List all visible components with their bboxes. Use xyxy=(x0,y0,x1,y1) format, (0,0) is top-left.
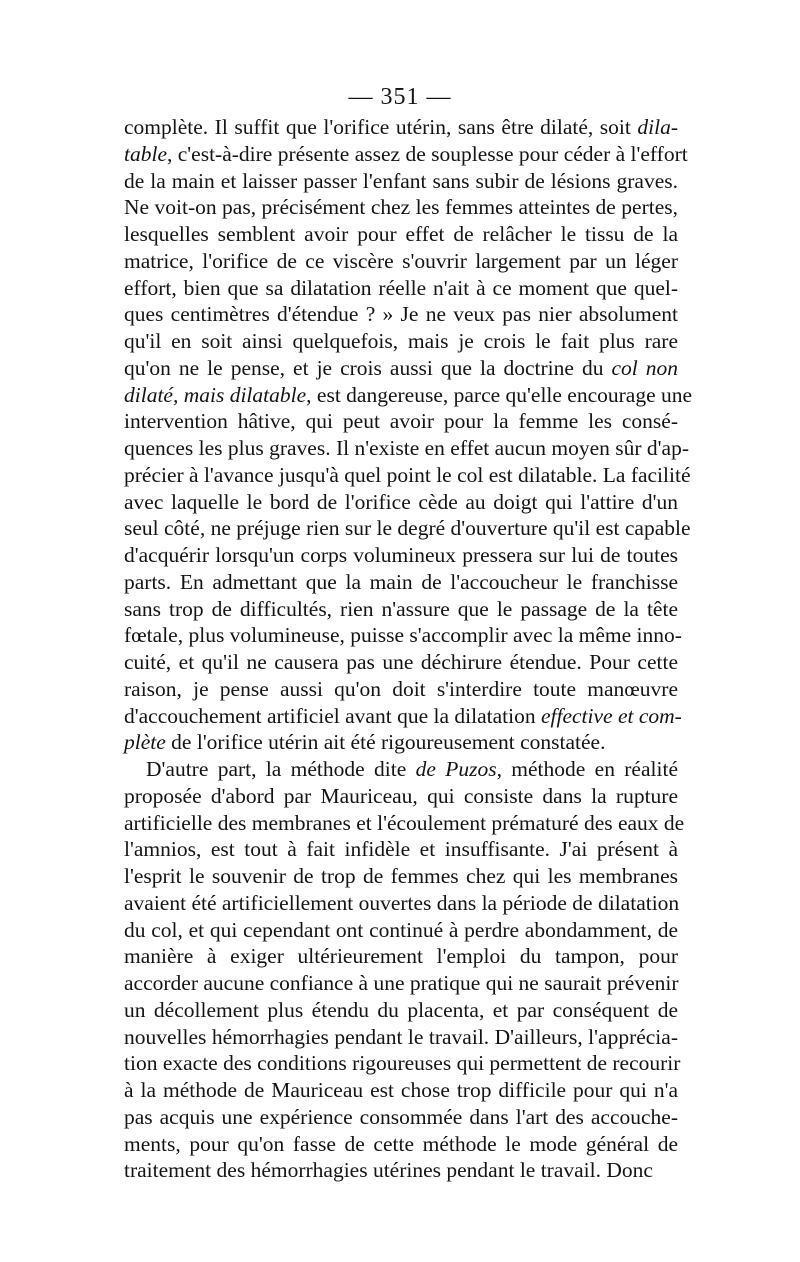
text-line xyxy=(124,301,678,328)
text-run: du col, et qui cependant ont continué à perdre abondamment, de xyxy=(124,917,678,942)
text-run: qu'on ne le pense, et je crois aussi que la doctrine du xyxy=(124,355,612,380)
paragraph-2 xyxy=(124,756,685,1184)
text-line xyxy=(124,569,678,596)
text-line xyxy=(124,756,678,783)
text-run: intervention hâtive, qui peut avoir pour la femme les consé- xyxy=(124,409,678,434)
text-run: cuité, et qu'il ne causera pas une déchirure étendue. Pour cette xyxy=(124,650,678,674)
text-line xyxy=(124,194,678,221)
text-run: qu'il en soit ainsi quelquefois, mais je crois le fait plus rare xyxy=(124,329,678,353)
text-line xyxy=(124,462,691,489)
text-line xyxy=(124,917,678,944)
text-run: nouvelles hémorrhagies pendant le travail. D'ailleurs, l'apprécia- xyxy=(124,1024,678,1049)
text-line xyxy=(124,1077,678,1104)
text-run: un décollement plus étendu du placenta, et par conséquent de xyxy=(124,997,678,1022)
text-run: manière à exiger ultérieurement l'emploi du tampon, pour xyxy=(124,944,678,969)
text-run: ments, pour qu'on fasse de cette méthode le mode général de xyxy=(124,1131,678,1156)
text-line xyxy=(124,943,678,970)
text-run: à la méthode de Mauriceau est chose trop difficile pour qui n'a xyxy=(124,1078,678,1102)
text-line xyxy=(124,997,678,1024)
text-run: avaient été artificiellement ouvertes dans la période de dilatation xyxy=(124,890,680,915)
text-run: raison, je pense aussi qu'on doit s'interdire toute manœuvre xyxy=(124,676,678,701)
text-run: seul côté, ne préjuge rien sur le degré d'ouverture qu'il est capable xyxy=(124,516,691,541)
italic-run: effective et com- xyxy=(540,703,682,728)
text-line xyxy=(124,1024,678,1051)
text-line xyxy=(124,114,678,141)
text-line xyxy=(124,221,678,248)
text-run: quences les plus graves. Il n'existe en effet aucun moyen sûr d'ap- xyxy=(124,436,689,460)
text-line xyxy=(124,676,678,703)
text-run: sans trop de difficultés, rien n'assure que le passage de la tête xyxy=(124,596,678,621)
text-run: lesquelles semblent avoir pour effet de relâcher le tissu de la xyxy=(124,222,678,246)
text-run: précier à l'avance jusqu'à quel point le col est dilatable. La facilité xyxy=(124,462,691,487)
text-run: matrice, l'orifice de ce viscère s'ouvrir largement par un léger xyxy=(124,248,678,273)
text-line xyxy=(124,168,678,195)
italic-run: dilaté, mais dilatable xyxy=(124,382,307,407)
text-line xyxy=(124,542,678,569)
text-run: avec laquelle le bord de l'orifice cède au doigt qui l'attire d'un xyxy=(124,489,678,514)
text-run: de la main et laisser passer l'enfant sans subir de lésions graves. xyxy=(124,168,678,193)
text-run: proposée d'abord par Mauriceau, qui consiste dans la rupture xyxy=(124,783,678,808)
text-run: l'esprit le souvenir de trop de femmes chez qui les membranes xyxy=(124,864,678,888)
text-run: , est dangereuse, parce qu'elle encourage une xyxy=(306,382,693,407)
text-line xyxy=(124,649,678,676)
text-run: effort, bien que sa dilatation réelle n'ait à ce moment que quel- xyxy=(124,275,678,300)
text-line xyxy=(124,515,691,542)
text-line xyxy=(124,596,678,623)
text-line xyxy=(124,863,678,890)
text-line xyxy=(124,328,678,355)
text-run: de l'orifice utérin ait été rigoureusement constatée. xyxy=(165,730,606,755)
text-run: , méthode en réalité xyxy=(496,757,678,781)
text-line xyxy=(124,1131,678,1158)
italic-run: table xyxy=(124,141,167,166)
italic-run: plète xyxy=(124,730,166,755)
text-line xyxy=(124,1050,681,1077)
text-line xyxy=(124,408,678,435)
text-line xyxy=(124,703,682,730)
text-line xyxy=(124,1104,678,1131)
text-run: tion exacte des conditions rigoureuses qui permettent de recourir xyxy=(124,1051,681,1076)
text-run: l'amnios, est tout à fait infidèle et insuffisante. J'ai présent à xyxy=(124,837,678,862)
text-run: traitement des hémorrhagies utérines pendant le travail. Donc xyxy=(124,1158,653,1183)
text-line xyxy=(124,622,682,649)
text-line xyxy=(124,729,678,756)
text-run: d'accouchement artificiel avant que la dilatation xyxy=(124,703,541,728)
text-run: Ne voit-on pas, précisément chez les femmes atteintes de pertes, xyxy=(124,195,678,220)
text-line xyxy=(124,890,678,917)
text-line xyxy=(124,1157,678,1184)
text-line xyxy=(124,970,678,997)
italic-run: col non xyxy=(611,355,678,380)
text-run: ques centimètres d'étendue ? » Je ne veux pas nier absolument xyxy=(124,302,678,327)
text-run: D'autre part, la méthode dite xyxy=(146,757,416,781)
text-line xyxy=(124,810,685,837)
text-run: artificielle des membranes et l'écoulement prématuré des eaux de xyxy=(124,810,685,835)
text-run: pas acquis une expérience consommée dans l'art des accouche- xyxy=(124,1104,678,1129)
paragraph-1 xyxy=(124,114,693,756)
text-line xyxy=(124,836,678,863)
page-number: — 351 — xyxy=(348,84,452,110)
text-line xyxy=(124,489,678,516)
text-run: parts. En admettant que la main de l'accoucheur le franchisse xyxy=(124,569,678,594)
text-run: , c'est-à-dire présente assez de souplesse pour céder à l'effort xyxy=(167,141,688,166)
text-line xyxy=(124,141,688,168)
text-line xyxy=(124,248,678,275)
text-line xyxy=(124,275,678,302)
body-text xyxy=(124,114,693,1184)
italic-run: dila- xyxy=(637,115,678,139)
italic-run: de Puzos xyxy=(415,757,497,781)
text-line xyxy=(124,382,693,409)
text-run: complète. Il suffit que l'orifice utérin, sans être dilaté, soit xyxy=(124,115,638,139)
text-line xyxy=(124,783,678,810)
text-run: d'acquérir lorsqu'un corps volumineux pressera sur lui de toutes xyxy=(124,543,678,567)
text-line xyxy=(124,355,678,382)
text-run: accorder aucune confiance à une pratique qui ne saurait prévenir xyxy=(124,971,679,995)
text-run: fœtale, plus volumineuse, puisse s'accomplir avec la même inno- xyxy=(124,623,682,648)
text-line xyxy=(124,435,689,462)
